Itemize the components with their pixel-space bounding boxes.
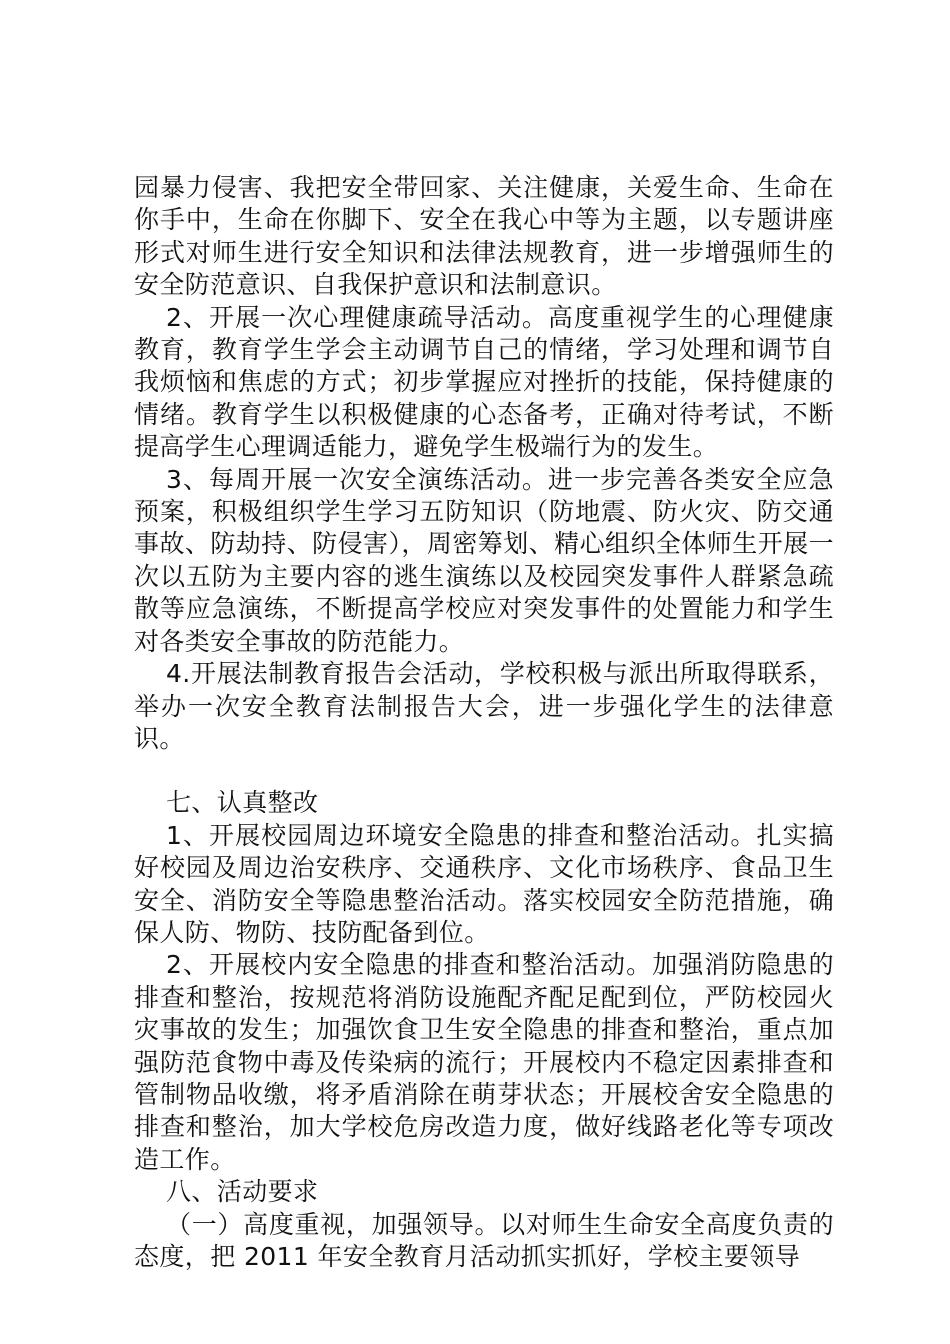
- paragraph-spacer: [134, 755, 834, 787]
- paragraph-6: 2、开展校内安全隐患的排查和整治活动。加强消防隐患的排查和整治，按规范将消防设施配齐配足配到位，严防校园火灾事故的发生；加强饮食卫生安全隐患的排查和整治，重点加强防范食物中毒及传染病的流行；开展校内不稳定因素排查和管制物品收缴，将矛盾消除在萌芽状态；开展校舍安全隐患的排查和整治，加大学校危房改造力度，做好线路老化等专项改造工作。: [134, 950, 834, 1174]
- paragraph-3: 3、每周开展一次安全演练活动。进一步完善各类安全应急预案，积极组织学生学习五防知识（防地震、防火灾、防交通事故、防劫持、防侵害），周密筹划、精心组织全体师生开展一次以五防为主要内容的逃生演练以及校园突发事件人群紧急疏散等应急演练，不断提高学校应对突发事件的处置能力和学生对各类安全事故的防范能力。: [134, 464, 834, 656]
- paragraph-1: 园暴力侵害、我把安全带回家、关注健康，关爱生命、生命在你手中，生命在你脚下、安全在我心中等为主题，以专题讲座形式对师生进行安全知识和法律法规教育，进一步增强师生的安全防范意识、自我保护意识和法制意识。: [134, 173, 834, 300]
- section-heading-7: 七、认真整改: [166, 788, 319, 818]
- paragraph-4: 4.开展法制教育报告会活动，学校积极与派出所取得联系，举办一次安全教育法制报告大会，进一步强化学生的法律意识。: [134, 659, 834, 753]
- document-page: [134, 172, 834, 1273]
- paragraph-2: 2、开展一次心理健康疏导活动。高度重视学生的心理健康教育，教育学生学会主动调节自己的情绪，学习处理和调节自我烦恼和焦虑的方式；初步掌握应对挫折的技能，保持健康的情绪。教育学生以积极健康的心态备考，正确对待考试，不断提高学生心理调适能力，避免学生极端行为的发生。: [134, 302, 834, 462]
- paragraph-5: 1、开展校园周边环境安全隐患的排查和整治活动。扎实搞好校园及周边治安秩序、交通秩序、文化市场秩序、食品卫生安全、消防安全等隐患整治活动。落实校园安全防范措施，确保人防、物防、技防配备到位。: [134, 820, 834, 947]
- section-heading-8: 八、活动要求: [166, 1177, 319, 1207]
- paragraph-7: （一）高度重视，加强领导。以对师生生命安全高度负责的态度，把 2011 年安全教育月活动抓实抓好，学校主要领导: [134, 1209, 834, 1271]
